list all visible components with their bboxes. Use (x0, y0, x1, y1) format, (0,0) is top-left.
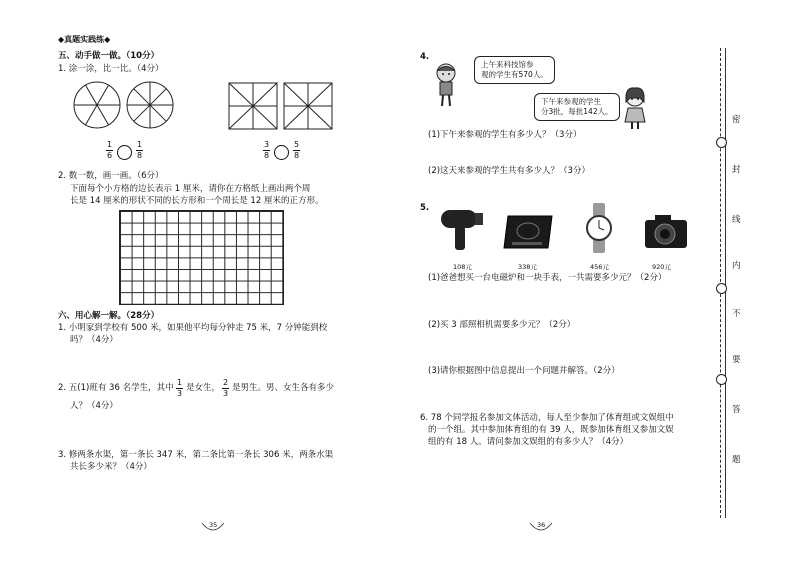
hair-dryer-icon (437, 206, 487, 252)
fraction-3-8: 3 8 (263, 140, 270, 160)
fraction-one-third: 1 3 (176, 378, 183, 398)
seal-line-solid (725, 48, 726, 518)
q4-sub1: (1)下午来参观的学生有多少人？（3分） (428, 130, 582, 140)
q2-label: 2. 数一数，画一画。（6分） (58, 171, 164, 181)
seal-dot-1 (716, 137, 727, 148)
s6-q2-line2: 人？（4分） (70, 401, 118, 411)
price-camera: 920元 (652, 263, 671, 271)
wristwatch-icon (584, 203, 614, 253)
seal-char-5: 不 (732, 309, 741, 319)
circle-pie-sixths (72, 80, 122, 130)
price-induction-cooker: 338元 (518, 263, 537, 271)
s6-q1-line1: 1. 小明家到学校有 500 米，如果他平均每分钟走 75 米，7 分钟能到校 (58, 323, 328, 333)
price-wristwatch: 456元 (590, 263, 609, 271)
speech-bubble-boy: 上午来科技馆参 观的学生有570人。 (474, 56, 555, 84)
s6-q2-line1-a: 2. 五(1)班有 36 名学生，其中 (58, 383, 174, 393)
seal-char-3: 线 (732, 215, 741, 225)
q1-label: 1. 涂一涂，比一比。（4分） (58, 64, 164, 74)
girl-illustration (622, 86, 648, 130)
q6-line1: 6. 78 个同学报名参加文体活动，每人至少参加了体育组或文娱组中 (420, 413, 674, 423)
page-number-left: 35 (209, 521, 218, 529)
seal-char-2: 封 (732, 165, 741, 175)
q5-sub1: (1)爸爸想买一台电磁炉和一块手表，一共需要多少元？（2分） (428, 273, 667, 283)
seal-dot-2 (716, 283, 727, 294)
camera-icon (643, 212, 689, 250)
q2-instructions-line2: 长是 14 厘米的形状不同的长方形和一个周长是 12 厘米的正方形。 (70, 196, 324, 206)
fraction-1-8: 1 8 (136, 140, 143, 160)
s6-q3-line2: 共长多少米？（4分） (70, 462, 152, 472)
square-eighths-a (228, 82, 278, 130)
seal-char-4: 内 (732, 261, 741, 271)
compare-blank-1[interactable] (117, 145, 132, 160)
seal-char-7: 答 (732, 405, 741, 415)
section5-title: 五、动手做一做。（10分） (58, 51, 160, 61)
section-header: ◆真题实践练◆ (58, 35, 111, 44)
induction-cooker-icon (500, 212, 556, 252)
seal-dot-3 (716, 374, 727, 385)
page-number-right: 36 (537, 521, 546, 529)
compare-blank-2[interactable] (274, 145, 289, 160)
s6-q2-line1-c: 是男生。男、女生各有多少 (232, 383, 335, 393)
q4-number: 4. (420, 52, 430, 62)
price-hair-dryer: 108元 (453, 263, 472, 271)
q5-sub3: (3)请你根据图中信息提出一个问题并解答。（2分） (428, 366, 620, 376)
s6-q2-line1-b: 是女生， (186, 383, 221, 393)
grid-paper[interactable] (119, 210, 284, 305)
q5-number: 5. (420, 203, 430, 213)
seal-char-8: 题 (732, 455, 741, 465)
speech-bubble-girl: 下午来参观的学生 分3批，每批142人。 (534, 93, 620, 121)
seal-char-1: 密 (732, 115, 741, 125)
q6-line3: 组的有 18 人。请问参加文娱组的有多少人？（4分） (428, 437, 629, 447)
square-eighths-b (283, 82, 333, 130)
q6-line2: 的一个组。其中参加体育组的有 39 人，既参加体育组又参加文娱 (428, 425, 674, 435)
circle-pie-eighths (125, 80, 175, 130)
boy-illustration (433, 62, 459, 108)
s6-q3-line1: 3. 修两条水渠，第一条长 347 米，第二条比第一条长 306 米，两条水渠 (58, 450, 334, 460)
q5-sub2: (2)买 3 部照相机需要多少元？（2分） (428, 320, 576, 330)
q4-sub2: (2)这天来参观的学生共有多少人？（3分） (428, 166, 590, 176)
fraction-1-6: 1 6 (106, 140, 113, 160)
fraction-5-8: 5 8 (293, 140, 300, 160)
s6-q1-line2: 吗？（4分） (70, 335, 118, 345)
q2-instructions-line1: 下面每个小方格的边长表示 1 厘米，请你在方格纸上画出两个周 (70, 184, 311, 194)
fraction-two-thirds: 2 3 (222, 378, 229, 398)
seal-char-6: 要 (732, 355, 741, 365)
section6-title: 六、用心解一解。（28分） (58, 311, 160, 321)
